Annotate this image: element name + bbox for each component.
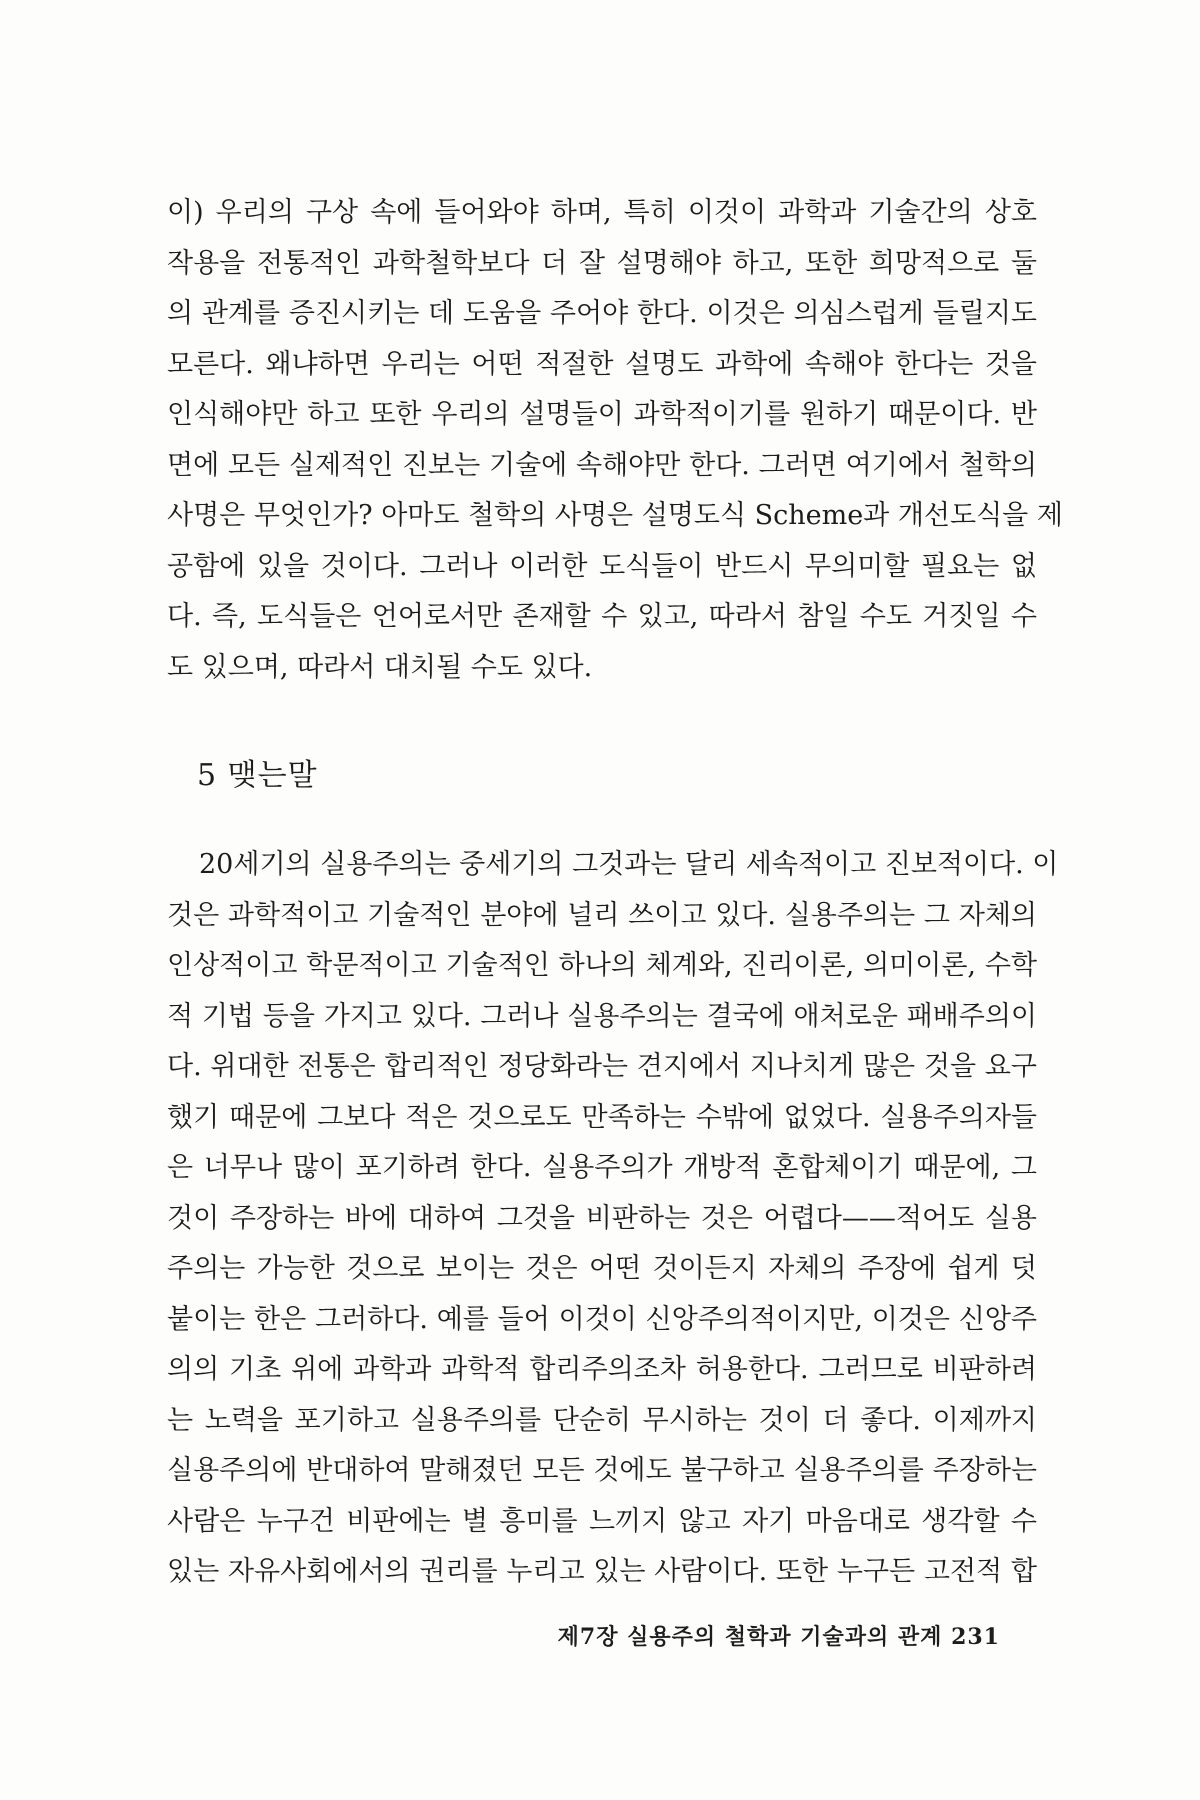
section-heading: 5 맺는말: [197, 758, 318, 793]
paragraph-2-line: 것이 주장하는 바에 대하여 그것을 비판하는 것은 어렵다——적어도 실용: [167, 1202, 1037, 1234]
paragraph-2: [167, 840, 1059, 1598]
paragraph-2-line: 했기 때문에 그보다 적은 것으로도 만족하는 수밖에 없었다. 실용주의자들: [167, 1101, 1037, 1133]
paragraph-2-line: 다. 위대한 전통은 합리적인 정당화라는 견지에서 지나치게 많은 것을 요구: [167, 1051, 1037, 1082]
paragraph-2-line: 실용주의에 반대하여 말해졌던 모든 것에도 불구하고 실용주의를 주장하는: [167, 1455, 1037, 1486]
paragraph-2-line: 적 기법 등을 가지고 있다. 그러나 실용주의는 결국에 애처로운 패배주의이: [167, 1000, 1037, 1032]
paragraph-2-line: 주의는 가능한 것으로 보이는 것은 어떤 것이든지 자체의 주장에 쉽게 덧: [167, 1253, 1037, 1284]
paragraph-1-line: 사명은 무엇인가? 아마도 철학의 사명은 설명도식 Scheme과 개선도식을 제: [167, 500, 1063, 531]
paragraph-2-line: 인상적이고 학문적이고 기술적인 하나의 체계와, 진리이론, 의미이론, 수학: [167, 950, 1037, 981]
paragraph-1-line: 면에 모든 실제적인 진보는 기술에 속해야만 한다. 그러면 여기에서 철학의: [167, 449, 1037, 481]
paragraph-2-line: 붙이는 한은 그러하다. 예를 들어 이것이 신앙주의적이지만, 이것은 신앙주: [167, 1303, 1037, 1335]
paragraph-1-line: 공함에 있을 것이다. 그러나 이러한 도식들이 반드시 무의미할 필요는 없: [167, 550, 1037, 582]
paragraph-2-line: 20세기의 실용주의는 중세기의 그것과는 달리 세속적이고 진보적이다. 이: [199, 849, 1059, 880]
running-head: 제7장 실용주의 철학과 기술과의 관계: [557, 1624, 943, 1650]
paragraph-2-line: 것은 과학적이고 기술적인 분야에 널리 쓰이고 있다. 실용주의는 그 자체의: [167, 899, 1037, 931]
paragraph-1-line: 이) 우리의 구상 속에 들어와야 하며, 특히 이것이 과학과 기술간의 상호: [167, 197, 1037, 228]
paragraph-1-line: 작용을 전통적인 과학철학보다 더 잘 설명해야 하고, 또한 희망적으로 둘: [167, 247, 1037, 279]
paragraph-2-line: 는 노력을 포기하고 실용주의를 단순히 무시하는 것이 더 좋다. 이제까지: [167, 1404, 1037, 1436]
paragraph-1-line: 인식해야만 하고 또한 우리의 설명들이 과학적이기를 원하기 때문이다. 반: [167, 399, 1037, 430]
paragraph-1: [167, 188, 1063, 693]
paragraph-1-line: 다. 즉, 도식들은 언어로서만 존재할 수 있고, 따라서 참일 수도 거짓일 수: [167, 601, 1037, 632]
page-number: 231: [951, 1624, 1000, 1650]
paragraph-2-line: 의의 기초 위에 과학과 과학적 합리주의조차 허용한다. 그러므로 비판하려: [167, 1354, 1037, 1385]
paragraph-2-line: 사람은 누구건 비판에는 별 흥미를 느끼지 않고 자기 마음대로 생각할 수: [167, 1505, 1037, 1537]
paragraph-2-line: 은 너무나 많이 포기하려 한다. 실용주의가 개방적 혼합체이기 때문에, 그: [167, 1152, 1037, 1183]
paragraph-2-line: 있는 자유사회에서의 권리를 누리고 있는 사람이다. 또한 누구든 고전적 합: [167, 1556, 1037, 1587]
page-footer: [558, 1620, 1000, 1651]
paragraph-1-line: 모른다. 왜냐하면 우리는 어떤 적절한 설명도 과학에 속해야 한다는 것을: [167, 348, 1037, 380]
paragraph-1-line: 의 관계를 증진시키는 데 도움을 주어야 한다. 이것은 의심스럽게 들릴지도: [167, 298, 1037, 329]
paragraph-1-line: 도 있으며, 따라서 대치될 수도 있다.: [167, 651, 593, 683]
